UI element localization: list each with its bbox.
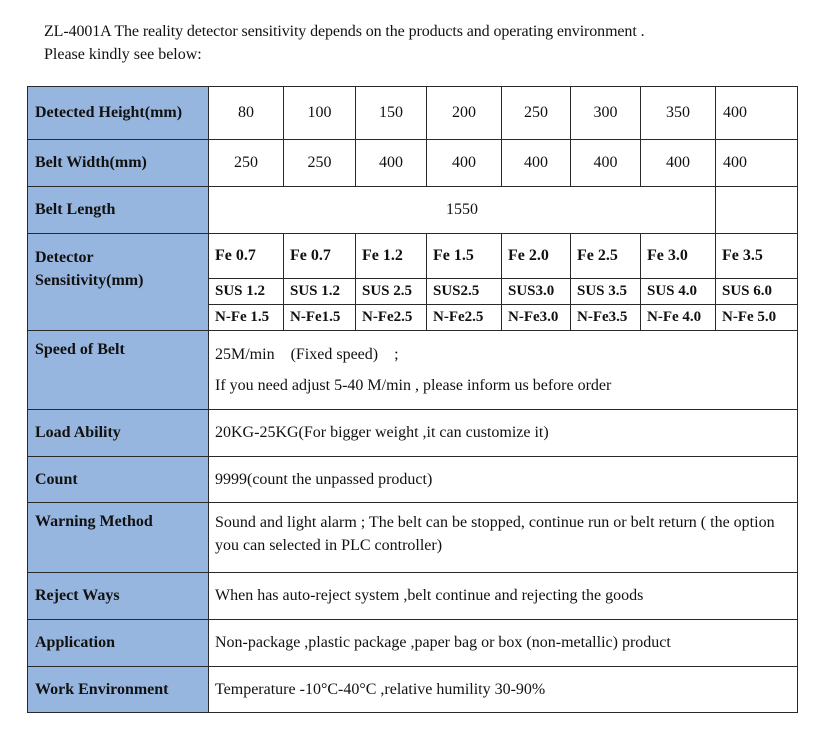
cell-nfe: N-Fe2.5 (427, 305, 502, 331)
cell-fe: Fe 0.7 (209, 234, 284, 279)
label-application: Application (28, 620, 209, 667)
row-sensitivity-fe (28, 234, 798, 279)
intro-line-2: Please kindly see below: (44, 46, 202, 63)
cell-sus: SUS 3.5 (571, 279, 641, 305)
row-environment (28, 667, 798, 713)
cell-sus: SUS3.0 (502, 279, 571, 305)
row-belt-width (28, 140, 798, 187)
label-belt-width: Belt Width(mm) (28, 140, 209, 187)
cell-load: 20KG-25KG(For bigger weight ,it can customize it) (209, 410, 798, 457)
label-load: Load Ability (28, 410, 209, 457)
cell-height: 100 (284, 87, 356, 140)
label-speed: Speed of Belt (28, 331, 209, 410)
label-sensitivity: Detector Sensitivity(mm) (28, 234, 209, 331)
cell-fe: Fe 1.5 (427, 234, 502, 279)
cell-reject: When has auto-reject system ,belt continue and rejecting the goods (209, 573, 798, 620)
cell-nfe: N-Fe 5.0 (716, 305, 798, 331)
cell-sus: SUS 4.0 (641, 279, 716, 305)
cell-fe: Fe 1.2 (356, 234, 427, 279)
cell-height: 250 (502, 87, 571, 140)
speed-line-1: 25M/min (Fixed speed) ; (215, 346, 399, 363)
cell-height: 350 (641, 87, 716, 140)
cell-nfe: N-Fe3.5 (571, 305, 641, 331)
cell-height: 200 (427, 87, 502, 140)
label-detected-height: Detected Height(mm) (28, 87, 209, 140)
cell-height: 300 (571, 87, 641, 140)
cell-fe: Fe 3.0 (641, 234, 716, 279)
cell-sus: SUS 1.2 (284, 279, 356, 305)
row-belt-length (28, 187, 798, 234)
cell-empty (716, 187, 798, 234)
row-reject (28, 573, 798, 620)
cell-width: 400 (716, 140, 798, 187)
cell-warning: Sound and light alarm ; The belt can be stopped, continue run or belt return ( the option you can selected in PLC controller) (209, 503, 798, 573)
label-reject: Reject Ways (28, 573, 209, 620)
cell-sus: SUS 2.5 (356, 279, 427, 305)
cell-fe: Fe 2.0 (502, 234, 571, 279)
cell-nfe: N-Fe 4.0 (641, 305, 716, 331)
row-speed (28, 331, 798, 410)
cell-application: Non-package ,plastic package ,paper bag or box (non-metallic) product (209, 620, 798, 667)
cell-fe: Fe 0.7 (284, 234, 356, 279)
cell-belt-length: 1550 (209, 187, 716, 234)
cell-sus: SUS 1.2 (209, 279, 284, 305)
intro-text (44, 20, 644, 66)
cell-nfe: N-Fe3.0 (502, 305, 571, 331)
row-application (28, 620, 798, 667)
cell-width: 400 (502, 140, 571, 187)
cell-height: 400 (716, 87, 798, 140)
cell-fe: Fe 3.5 (716, 234, 798, 279)
label-count: Count (28, 457, 209, 503)
cell-environment: Temperature -10°C-40°C ,relative humility 30-90% (209, 667, 798, 713)
cell-count: 9999(count the unpassed product) (209, 457, 798, 503)
cell-width: 250 (284, 140, 356, 187)
row-detected-height (28, 87, 798, 140)
cell-nfe: N-Fe2.5 (356, 305, 427, 331)
row-load (28, 410, 798, 457)
cell-width: 400 (356, 140, 427, 187)
cell-speed (209, 331, 798, 410)
label-environment: Work Environment (28, 667, 209, 713)
spec-table (27, 86, 798, 713)
cell-nfe: N-Fe 1.5 (209, 305, 284, 331)
label-belt-length: Belt Length (28, 187, 209, 234)
cell-width: 400 (571, 140, 641, 187)
row-warning (28, 503, 798, 573)
cell-nfe: N-Fe1.5 (284, 305, 356, 331)
cell-sus: SUS2.5 (427, 279, 502, 305)
cell-width: 400 (641, 140, 716, 187)
cell-width: 250 (209, 140, 284, 187)
cell-width: 400 (427, 140, 502, 187)
intro-line-1: ZL-4001A The reality detector sensitivity depends on the products and operating environment . (44, 23, 645, 40)
cell-sus: SUS 6.0 (716, 279, 798, 305)
cell-height: 150 (356, 87, 427, 140)
speed-line-2: If you need adjust 5-40 M/min , please inform us before order (215, 377, 612, 394)
row-count (28, 457, 798, 503)
cell-fe: Fe 2.5 (571, 234, 641, 279)
label-warning: Warning Method (28, 503, 209, 573)
cell-height: 80 (209, 87, 284, 140)
